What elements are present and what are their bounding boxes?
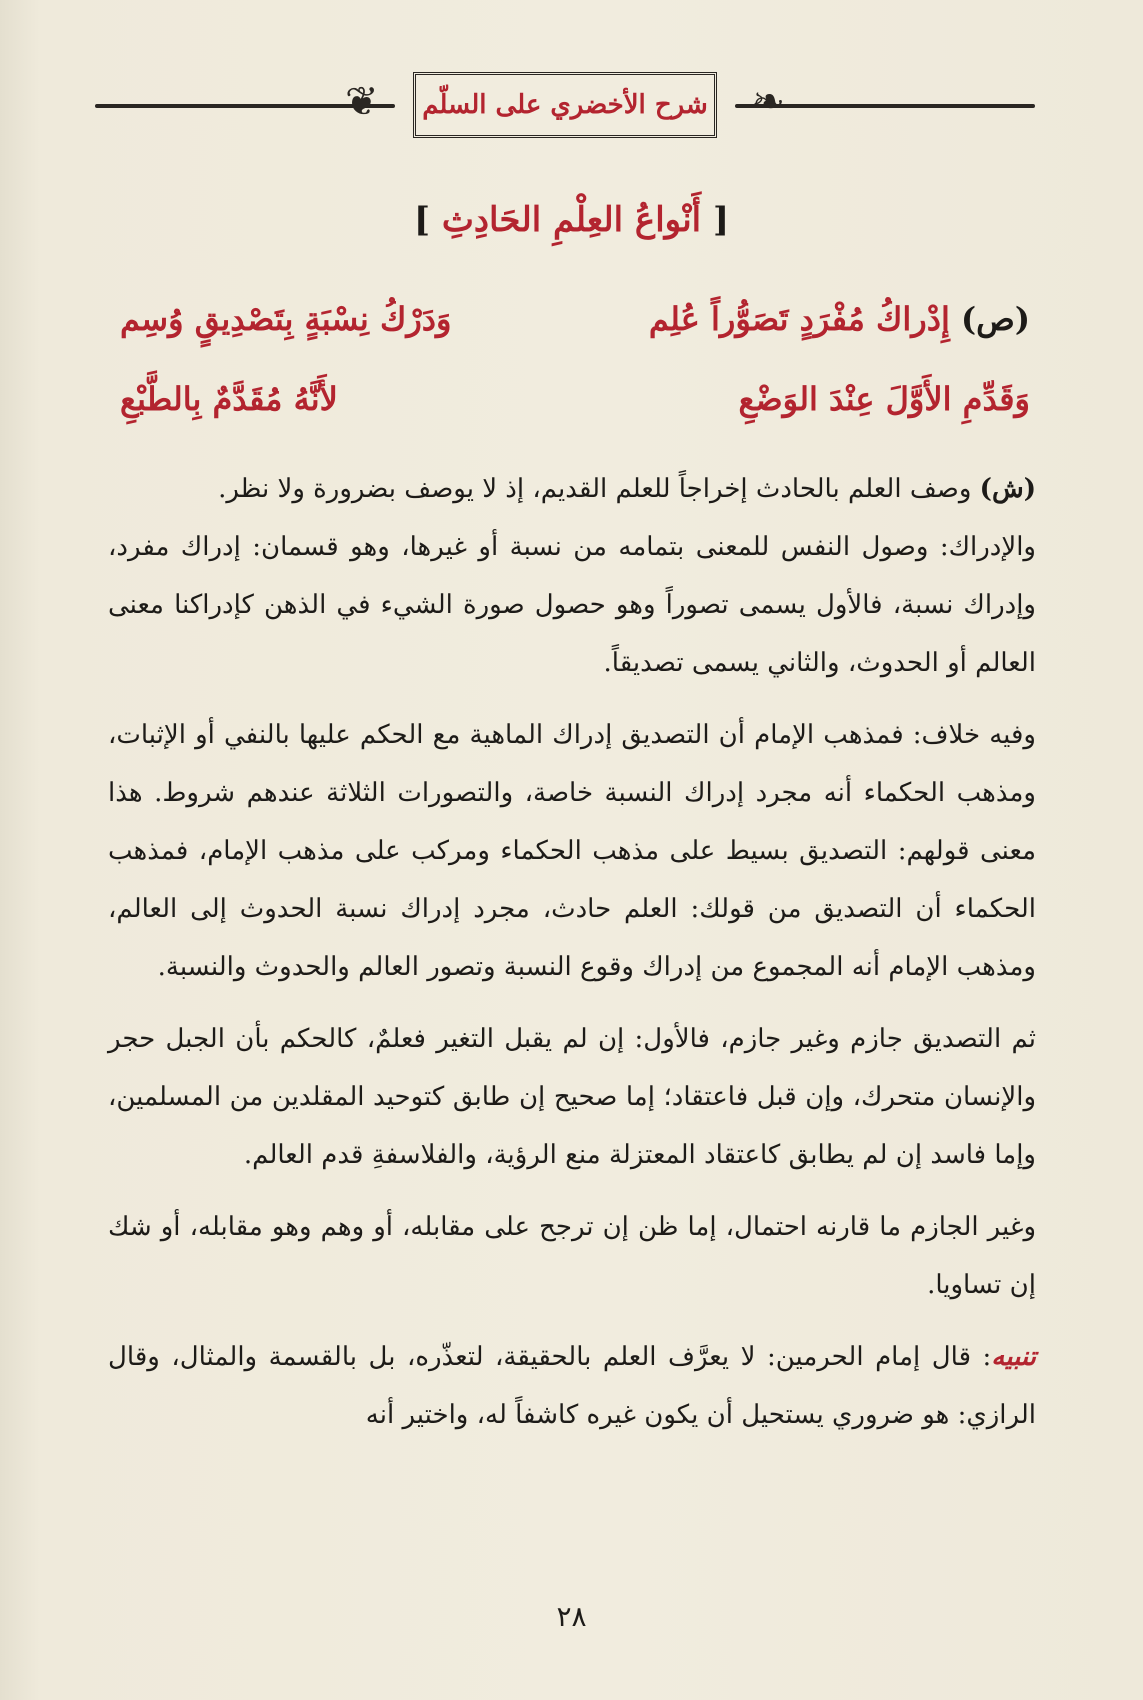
verse-label: (ص) [961, 300, 1030, 338]
verse-1-second-hemistich: وَدَرْكُ نِسْبَةٍ بِتَصْدِيقٍ وُسِم [120, 300, 452, 338]
verse-1-first-hemistich: (ص) إِدْراكُ مُفْرَدٍ تَصَوُّراً عُلِم [648, 300, 1030, 338]
ornament-icon: ❦ [345, 79, 379, 125]
commentary-label: (ش) [979, 474, 1036, 504]
paragraph-5: وغير الجازم ما قارنه احتمال، إما ظن إن ترجح على مقابله، أو وهم وهو مقابله، أو شك إن تساويا. [108, 1212, 1036, 1300]
paragraph-3: وفيه خلاف: فمذهب الإمام أن التصديق إدراك الماهية مع الحكم عليها بالنفي أو الإثبات، ومذهب الحكماء أنه مجرد إدراك النسبة خاصة، والتصورات الثلاثة عندهم شروط. هذا معنى قولهم: التصديق بسيط على مذهب الحكماء ومركب على مذهب الإمام، فمذهب الحكماء أن التصديق من قولك: العلم حادث، مجرد إدراك نسبة الحدوث إلى العالم، ومذهب الإمام أنه المجموع من إدراك وقوع النسبة وتصور العالم والحدوث والنسبة. [108, 720, 1036, 982]
verse-line-2 [120, 380, 1030, 430]
bracket-close: ] [413, 200, 442, 240]
paragraph-6: تنبيه: قال إمام الحرمين: لا يعرَّف العلم بالحقيقة، لتعذّره، بل بالقسمة والمثال، وقال الرازي: هو ضروري يستحيل أن يكون غيره كاشفاً له، واختير أنه [108, 1342, 1036, 1430]
paragraph-1: (ش) وصف العلم بالحادث إخراجاً للعلم القديم، إذ لا يوصف بضرورة ولا نظر. [218, 474, 1036, 504]
verse-line-1 [120, 300, 1030, 350]
section-heading [0, 200, 1143, 240]
bracket-open: [ [701, 200, 730, 240]
section-heading-text: أَنْواعُ العِلْمِ الحَادِثِ [441, 200, 702, 240]
running-header [95, 68, 1035, 148]
running-title-box [413, 72, 717, 138]
paragraph-4: ثم التصديق جازم وغير جازم، فالأول: إن لم يقبل التغير فعلمٌ، كالحكم بأن الجبل حجر والإنسان متحرك، وإن قبل فاعتقاد؛ إما صحيح إن طابق كتوحيد المقلدين من المسلمين، وإما فاسد إن لم يطابق كاعتقاد المعتزلة منع الرؤية، والفلاسفةِ قدم العالم. [108, 1024, 1036, 1170]
page-number: ٢٨ [556, 1600, 587, 1633]
ornament-icon: ❧ [751, 79, 785, 125]
note-label: تنبيه [991, 1342, 1036, 1372]
commentary-body [108, 460, 1036, 1444]
paragraph-2: والإدراك: وصول النفس للمعنى بتمامه من نسبة أو غيرها، وهو قسمان: إدراك مفرد، وإدراك نسبة، فالأول يسمى تصوراً وهو حصول صورة الشيء في الذهن كإدراكنا معنى العالم أو الحدوث، والثاني يسمى تصديقاً. [108, 532, 1036, 678]
verse-2-second-hemistich: لأَنَّهُ مُقَدَّمٌ بِالطَّبْعِ [120, 380, 338, 418]
running-title: شرح الأخضري على السلّم [422, 90, 708, 120]
verse-2-first-hemistich: وَقَدِّمِ الأَوَّلَ عِنْدَ الوَضْعِ [738, 380, 1030, 418]
